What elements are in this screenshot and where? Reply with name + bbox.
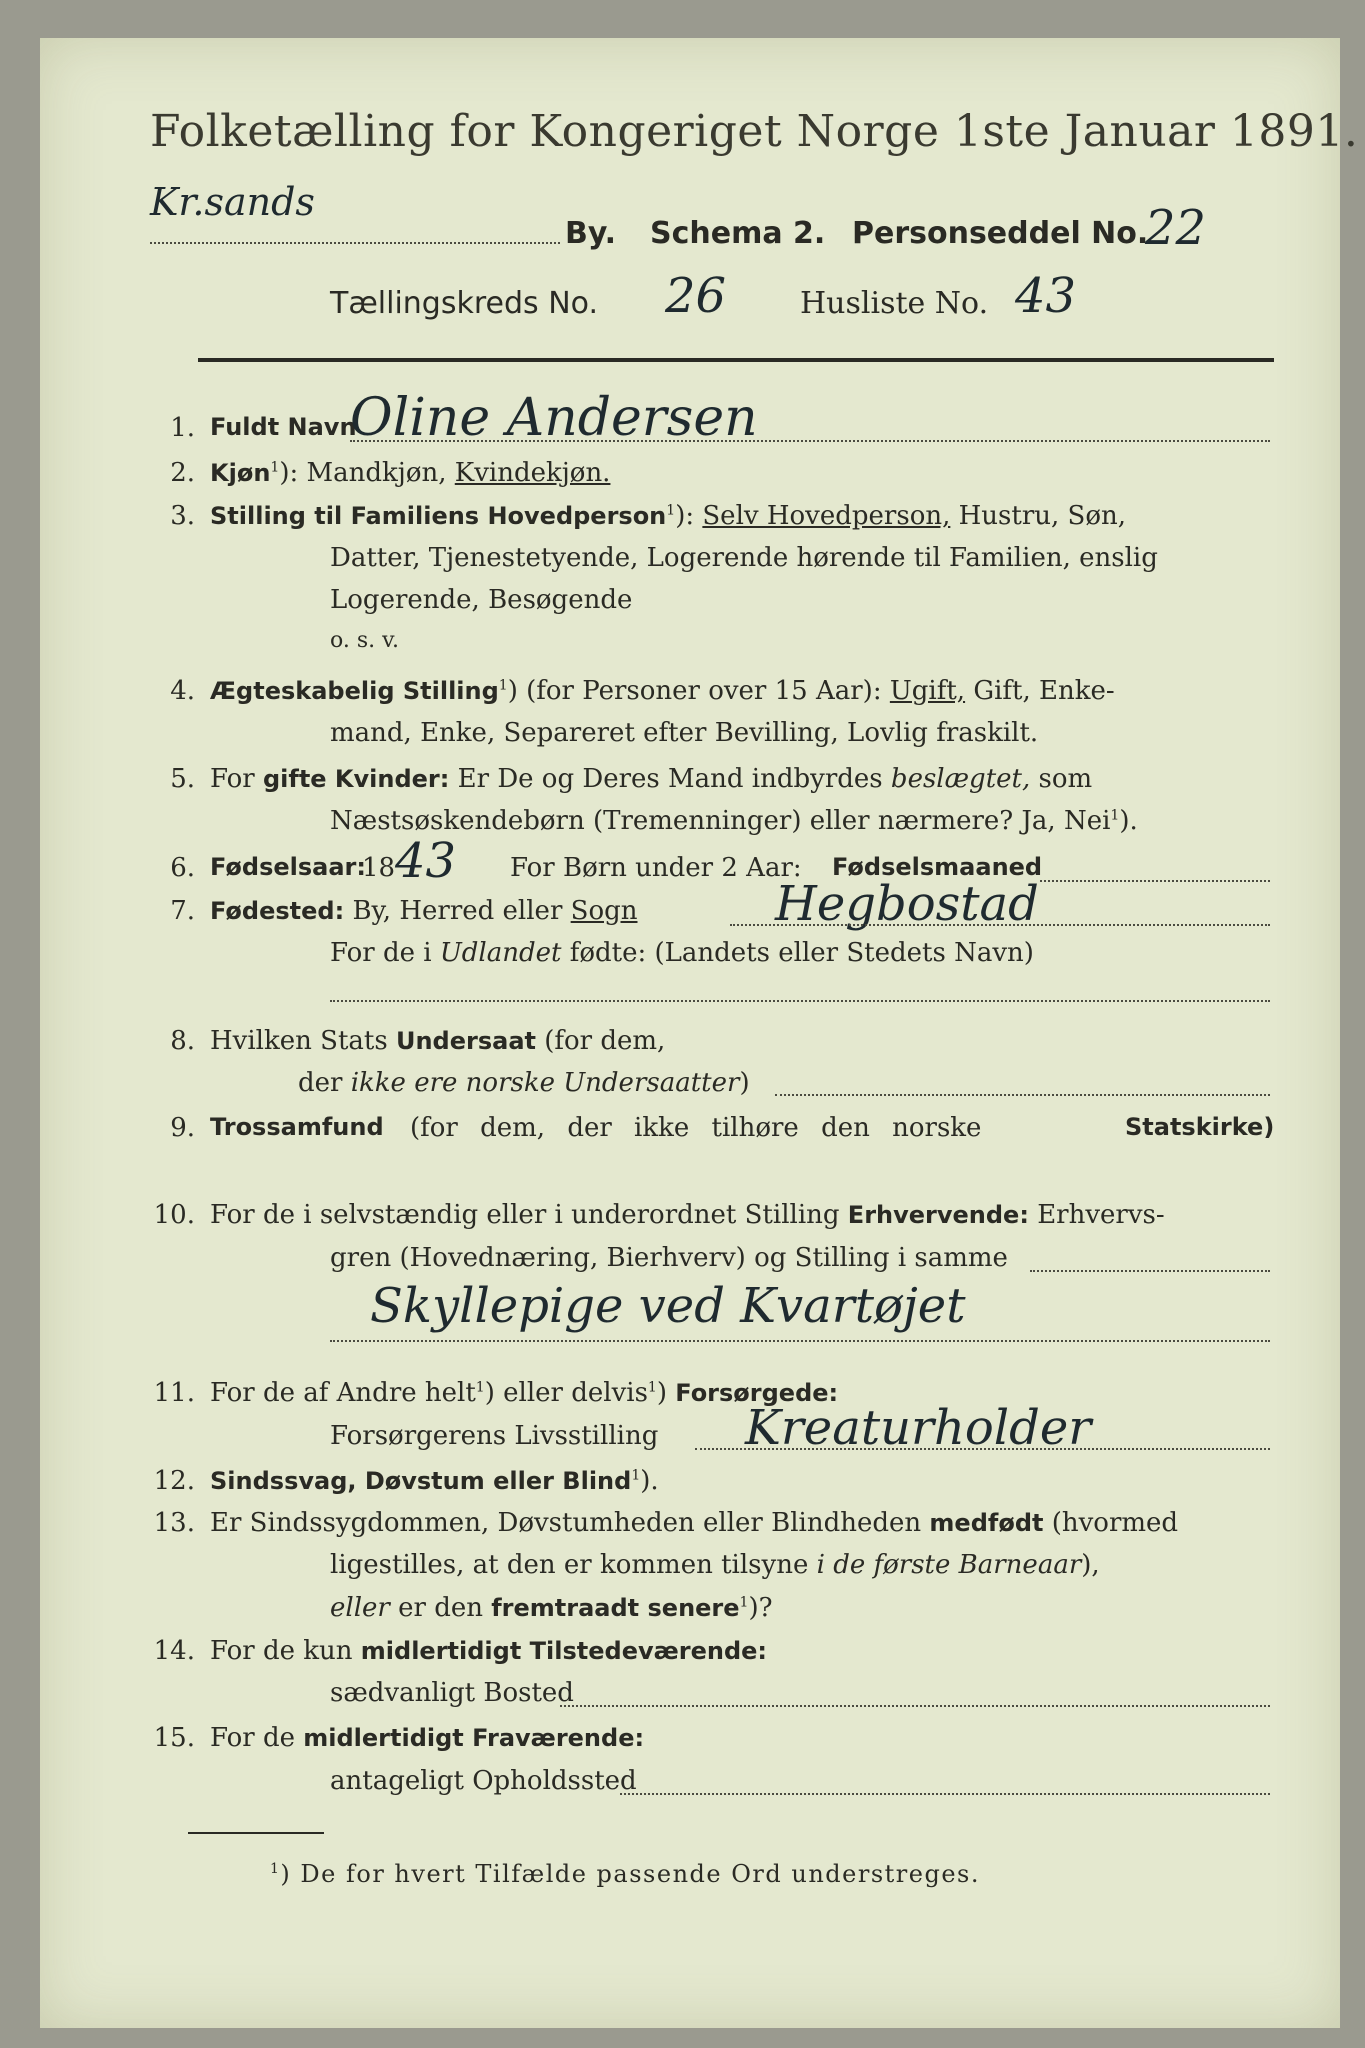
item-15-line2: antageligt Opholdssted: [330, 1766, 637, 1796]
item-14-label: midlertidigt Tilstedeværende:: [360, 1637, 768, 1665]
item-6-year-value: 43: [395, 833, 457, 889]
item-15-line1: [210, 1723, 644, 1753]
item-2-line: [210, 458, 610, 488]
item-14-number: 14.: [153, 1636, 195, 1666]
item-10-occupation-value: Skyllepige ved Kvartøjet: [370, 1278, 966, 1334]
item-5-line1: [210, 764, 1092, 794]
item-9-label2: Statskirke): [1125, 1113, 1275, 1141]
item-3-sup: 1: [666, 502, 676, 519]
item-14-dotline: [560, 1705, 1270, 1707]
form-title: Folketælling for Kongeriget Norge 1ste Januar 1891.: [150, 106, 1359, 157]
schema-label: Schema 2.: [650, 216, 826, 251]
item-3-number: 3.: [170, 501, 195, 531]
item-7-dotline: [730, 924, 1270, 926]
item-3-line1: [210, 501, 1126, 531]
item-5-number: 5.: [170, 764, 195, 794]
item-7-number: 7.: [170, 896, 195, 926]
item-10-line2: gren (Hovednæring, Bierhverv) og Stilling i samme: [330, 1243, 1008, 1273]
header-rule: [198, 358, 1274, 362]
item-5-italic: beslægtet,: [890, 764, 1031, 794]
item-7-line2b: fødte: (Landets eller Stedets Navn): [569, 938, 1034, 968]
item-4-text-a: ) (for Personer over 15 Aar):: [507, 676, 882, 706]
item-9-label: Trossamfund: [210, 1113, 384, 1141]
item-6-label2: Fødselsmaaned: [832, 853, 1043, 881]
item-12-number: 12.: [153, 1466, 195, 1496]
item-13-line2: [330, 1550, 1100, 1580]
item-4-text-b: Gift, Enke-: [973, 676, 1115, 706]
item-1-label: Fuldt Navn: [210, 413, 357, 441]
item-6-dotline: [1040, 880, 1270, 882]
item-8-italic: ikke ere norske Undersaatter: [350, 1068, 740, 1098]
personseddel-value: 22: [1145, 200, 1207, 256]
item-7-line2: [330, 938, 1034, 968]
item-3-label: Stilling til Familiens Hovedperson: [210, 502, 667, 530]
item-2-selected: Kvindekjøn.: [454, 458, 611, 488]
item-13-line2a: ligestilles, at den er kommen tilsyne: [330, 1550, 809, 1580]
item-11-number: 11.: [153, 1378, 195, 1408]
item-13-number: 13.: [153, 1508, 195, 1538]
item-11-sup-2: 1: [647, 1379, 657, 1396]
item-14-text: For de kun: [210, 1636, 353, 1666]
item-4-label: Ægteskabelig Stilling: [210, 677, 499, 705]
item-6-label: Fødselsaar:: [210, 853, 366, 881]
kreds-label: Tællingskreds No.: [330, 286, 598, 321]
item-13-line2b: ),: [1081, 1550, 1100, 1580]
item-8-text-a: Hvilken Stats: [210, 1026, 388, 1056]
item-10-text-b: Erhvervs-: [1037, 1200, 1165, 1230]
item-3-line2: Datter, Tjenestetyende, Logerende hørende til Familien, enslig: [330, 543, 1158, 573]
item-10-label: Erhvervende:: [847, 1201, 1029, 1229]
item-10-line1: [210, 1200, 1165, 1230]
item-12-line: [210, 1466, 659, 1496]
item-8-text-b: (for dem,: [544, 1026, 666, 1056]
item-3-selected: Selv Hovedperson,: [702, 501, 951, 531]
item-13-sup: 1: [739, 1594, 749, 1611]
item-5-text-b: Er De og Deres Mand indbyrdes: [457, 764, 883, 794]
item-10-dotline2: [330, 1340, 1270, 1342]
item-8-line2: [298, 1068, 750, 1098]
item-3-line3: Logerende, Besøgende: [330, 585, 633, 615]
item-3-text-b: Hustru, Søn,: [958, 501, 1127, 531]
item-2-number: 2.: [170, 458, 195, 488]
city-dotline: [150, 242, 560, 244]
item-7-italic: Udlandet: [439, 938, 562, 968]
item-15-dotline: [620, 1793, 1270, 1795]
item-11-label: Forsørgede:: [675, 1379, 839, 1407]
census-form-page: [40, 38, 1359, 2028]
husliste-label: Husliste No.: [800, 286, 989, 321]
item-9-number: 9.: [170, 1113, 195, 1143]
item-1-dotline: [350, 440, 1270, 442]
item-13-label2: fremtraadt senere: [491, 1594, 740, 1622]
item-2-text: ): Mandkjøn,: [279, 458, 447, 488]
item-14-line1: [210, 1636, 767, 1666]
item-8-number: 8.: [170, 1026, 195, 1056]
husliste-value: 43: [1015, 268, 1077, 324]
item-7-text: By, Herred eller: [352, 896, 563, 926]
item-13-line1: [210, 1508, 1178, 1538]
item-5-text-c: som: [1038, 764, 1093, 794]
item-8-line2a: der: [298, 1068, 343, 1098]
item-13-text-b: (hvormed: [1051, 1508, 1179, 1538]
item-13-line3a: er den: [398, 1593, 483, 1623]
item-5-text-a: For: [210, 764, 255, 794]
item-7-label: Fødested:: [210, 897, 345, 925]
item-8-line1: [210, 1026, 665, 1056]
item-11-dotline: [695, 1448, 1270, 1450]
by-label: By.: [565, 216, 617, 251]
item-7-place-value: Hegbostad: [775, 876, 1039, 932]
item-5-line2: [330, 806, 1138, 836]
item-7-line2a: For de i: [330, 938, 432, 968]
item-5-line2-text: Næstsøskendebørn (Tremenninger) eller nærmere? Ja, Nei: [330, 806, 1111, 836]
item-1-name-value: Oline Andersen: [350, 388, 758, 448]
item-13-label: medfødt: [929, 1509, 1044, 1537]
item-12-label: Sindssvag, Døvstum eller Blind: [210, 1467, 632, 1495]
item-5-sup: 1: [1110, 807, 1120, 824]
footnote: [270, 1860, 980, 1888]
city-handwritten: Kr.sands: [150, 180, 315, 224]
item-5-line2-end: ).: [1119, 806, 1138, 836]
kreds-value: 26: [665, 268, 727, 324]
item-2-label: Kjøn: [210, 459, 271, 487]
item-11-text-a: For de af Andre helt: [210, 1378, 476, 1408]
item-10-dotline: [1030, 1270, 1270, 1272]
item-6-prefix: 18: [362, 853, 396, 883]
item-12-sup: 1: [631, 1467, 641, 1484]
item-15-label: midlertidigt Fraværende:: [303, 1724, 645, 1752]
personseddel-label: Personseddel No.: [852, 216, 1149, 251]
item-7-dotline2: [330, 1000, 1270, 1002]
item-3-line4: o. s. v.: [330, 628, 399, 653]
footnote-rule: [188, 1832, 324, 1834]
item-6-text: For Børn under 2 Aar:: [510, 853, 802, 883]
item-10-number: 10.: [153, 1200, 195, 1230]
item-13-text-a: Er Sindssygdommen, Døvstumheden eller Blindheden: [210, 1508, 922, 1538]
item-4-line2: mand, Enke, Separeret efter Bevilling, Lovlig fraskilt.: [330, 718, 1039, 748]
item-13-line3: [330, 1593, 773, 1623]
item-11-sup-1: 1: [475, 1379, 485, 1396]
item-2-sup: 1: [270, 459, 280, 476]
item-6-number: 6.: [170, 853, 195, 883]
item-4-selected: Ugift,: [889, 676, 966, 706]
item-11-text-b: ) eller delvis: [484, 1378, 648, 1408]
item-13-line3b: )?: [748, 1593, 773, 1623]
item-8-label: Undersaat: [395, 1027, 536, 1055]
item-11-supporter-value: Kreaturholder: [745, 1400, 1092, 1456]
item-13-italic: i de første Barneaar: [816, 1550, 1082, 1580]
item-11-text-c: ): [656, 1378, 667, 1408]
item-9-text: (for dem, der ikke tilhøre den norske: [410, 1113, 982, 1143]
item-1-number: 1.: [170, 413, 195, 443]
item-4-number: 4.: [170, 676, 195, 706]
item-15-text: For de: [210, 1723, 295, 1753]
item-11-line1: [210, 1378, 838, 1408]
item-12-text: ).: [640, 1466, 659, 1496]
item-3-text-a: ):: [675, 501, 695, 531]
footnote-text: ) De for hvert Tilfælde passende Ord understreges.: [280, 1860, 980, 1888]
item-4-line1: [210, 676, 1115, 706]
item-7-line1: [210, 896, 638, 926]
footnote-sup: 1: [270, 1861, 281, 1877]
item-14-line2: sædvanligt Bosted: [330, 1678, 574, 1708]
item-15-number: 15.: [153, 1723, 195, 1753]
item-4-sup: 1: [498, 677, 508, 694]
item-13-line3-italic: eller: [330, 1593, 390, 1623]
item-11-line2: Forsørgerens Livsstilling: [330, 1421, 659, 1451]
item-5-label: gifte Kvinder:: [262, 765, 450, 793]
item-8-dotline: [775, 1094, 1270, 1096]
item-8-line2b: ): [739, 1068, 750, 1098]
item-7-selected: Sogn: [570, 896, 638, 926]
item-10-text-a: For de i selvstændig eller i underordnet Stilling: [210, 1200, 840, 1230]
